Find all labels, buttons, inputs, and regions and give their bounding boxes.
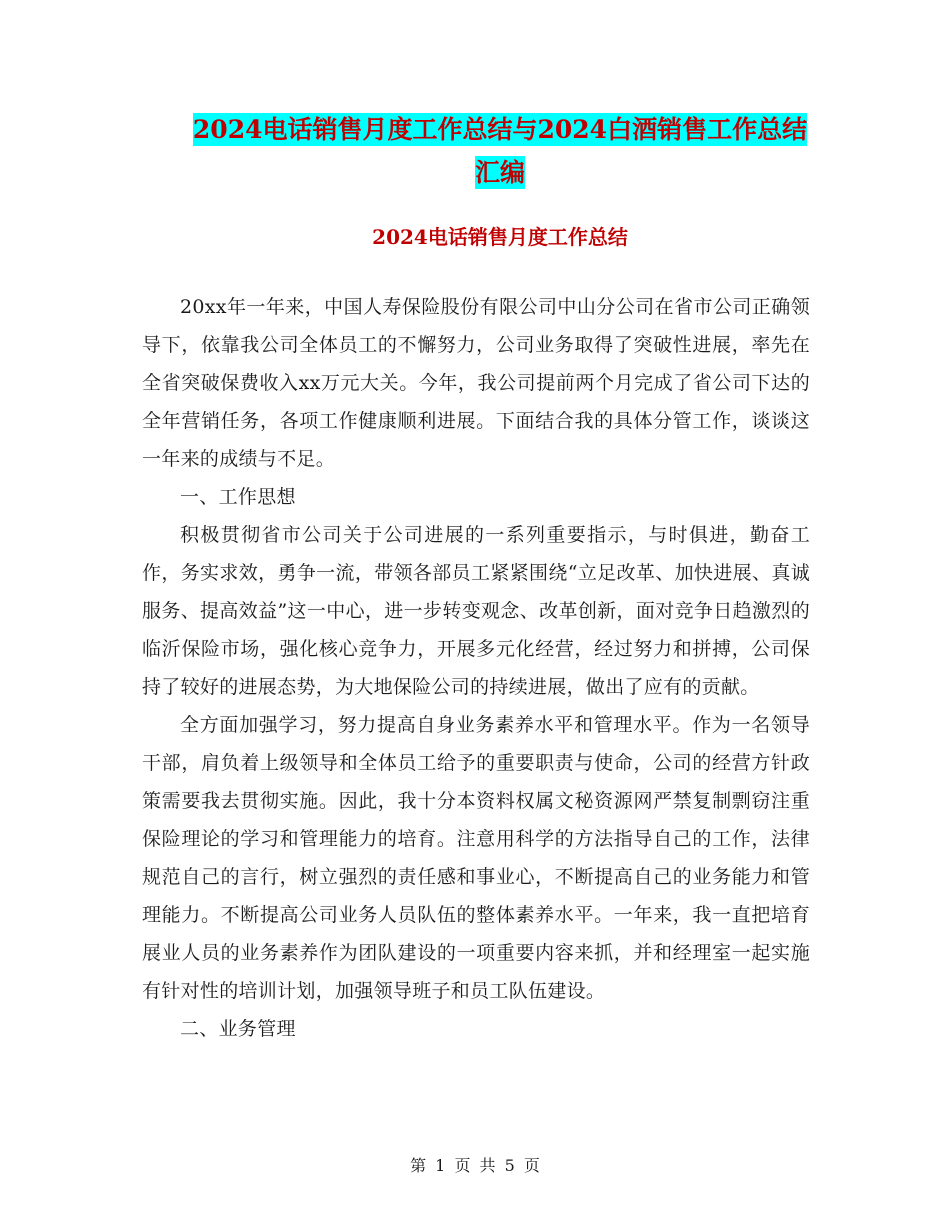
page-number-footer: 第 1 页 共 5 页 [410,1156,540,1175]
title-line-1: 2024电话销售月度工作总结与2024白酒销售工作总结 [192,115,808,144]
heading-work-thinking: 一、工作思想 [180,486,296,508]
title-line-2: 汇编 [474,158,525,187]
heading-business-management: 二、业务管理 [180,1018,296,1040]
section-title: 2024电话销售月度工作总结 [372,225,628,249]
paragraph-intro: 20xx年一年来，中国人寿保险股份有限公司中山分公司在省市公司正确领导下，依靠我公司全体员工的不懈努力，公司业务取得了突破性进展，率先在全省突破保费收入xx万元大关。今年，我公司提前两个月完成了省公司下达的全年营销任务，各项工作健康顺利进展。下面结合我的具体分管工作，谈谈这一年来的成绩与不足。 [142,296,810,470]
document-body [142,288,810,1048]
document-title [140,108,860,194]
paragraph-work-thinking: 积极贯彻省市公司关于公司进展的一系列重要指示，与时俱进，勤奋工作，务实求效，勇争一流，带领各部员工紧紧围绕“立足改革、加快进展、真诚服务、提高效益”这一中心，进一步转变观念、改革创新，面对竞争日趋激烈的临沂保险市场，强化核心竞争力，开展多元化经营，经过努力和拼搏，公司保持了较好的进展态势，为大地保险公司的持续进展，做出了应有的贡献。 [142,524,810,698]
paragraph-study: 全方面加强学习，努力提高自身业务素养水平和管理水平。作为一名领导干部，肩负着上级领导和全体员工给予的重要职责与使命，公司的经营方针政策需要我去贯彻实施。因此，我十分本资料权属文秘资源网严禁复制剽窃注重保险理论的学习和管理能力的培育。注意用科学的方法指导自己的工作，法律规范自己的言行，树立强烈的责任感和事业心，不断提高自己的业务能力和管理能力。不断提高公司业务人员队伍的整体素养水平。一年来，我一直把培育展业人员的业务素养作为团队建设的一项重要内容来抓，并和经理室一起实施有针对性的培训计划，加强领导班子和员工队伍建设。 [142,714,810,1002]
